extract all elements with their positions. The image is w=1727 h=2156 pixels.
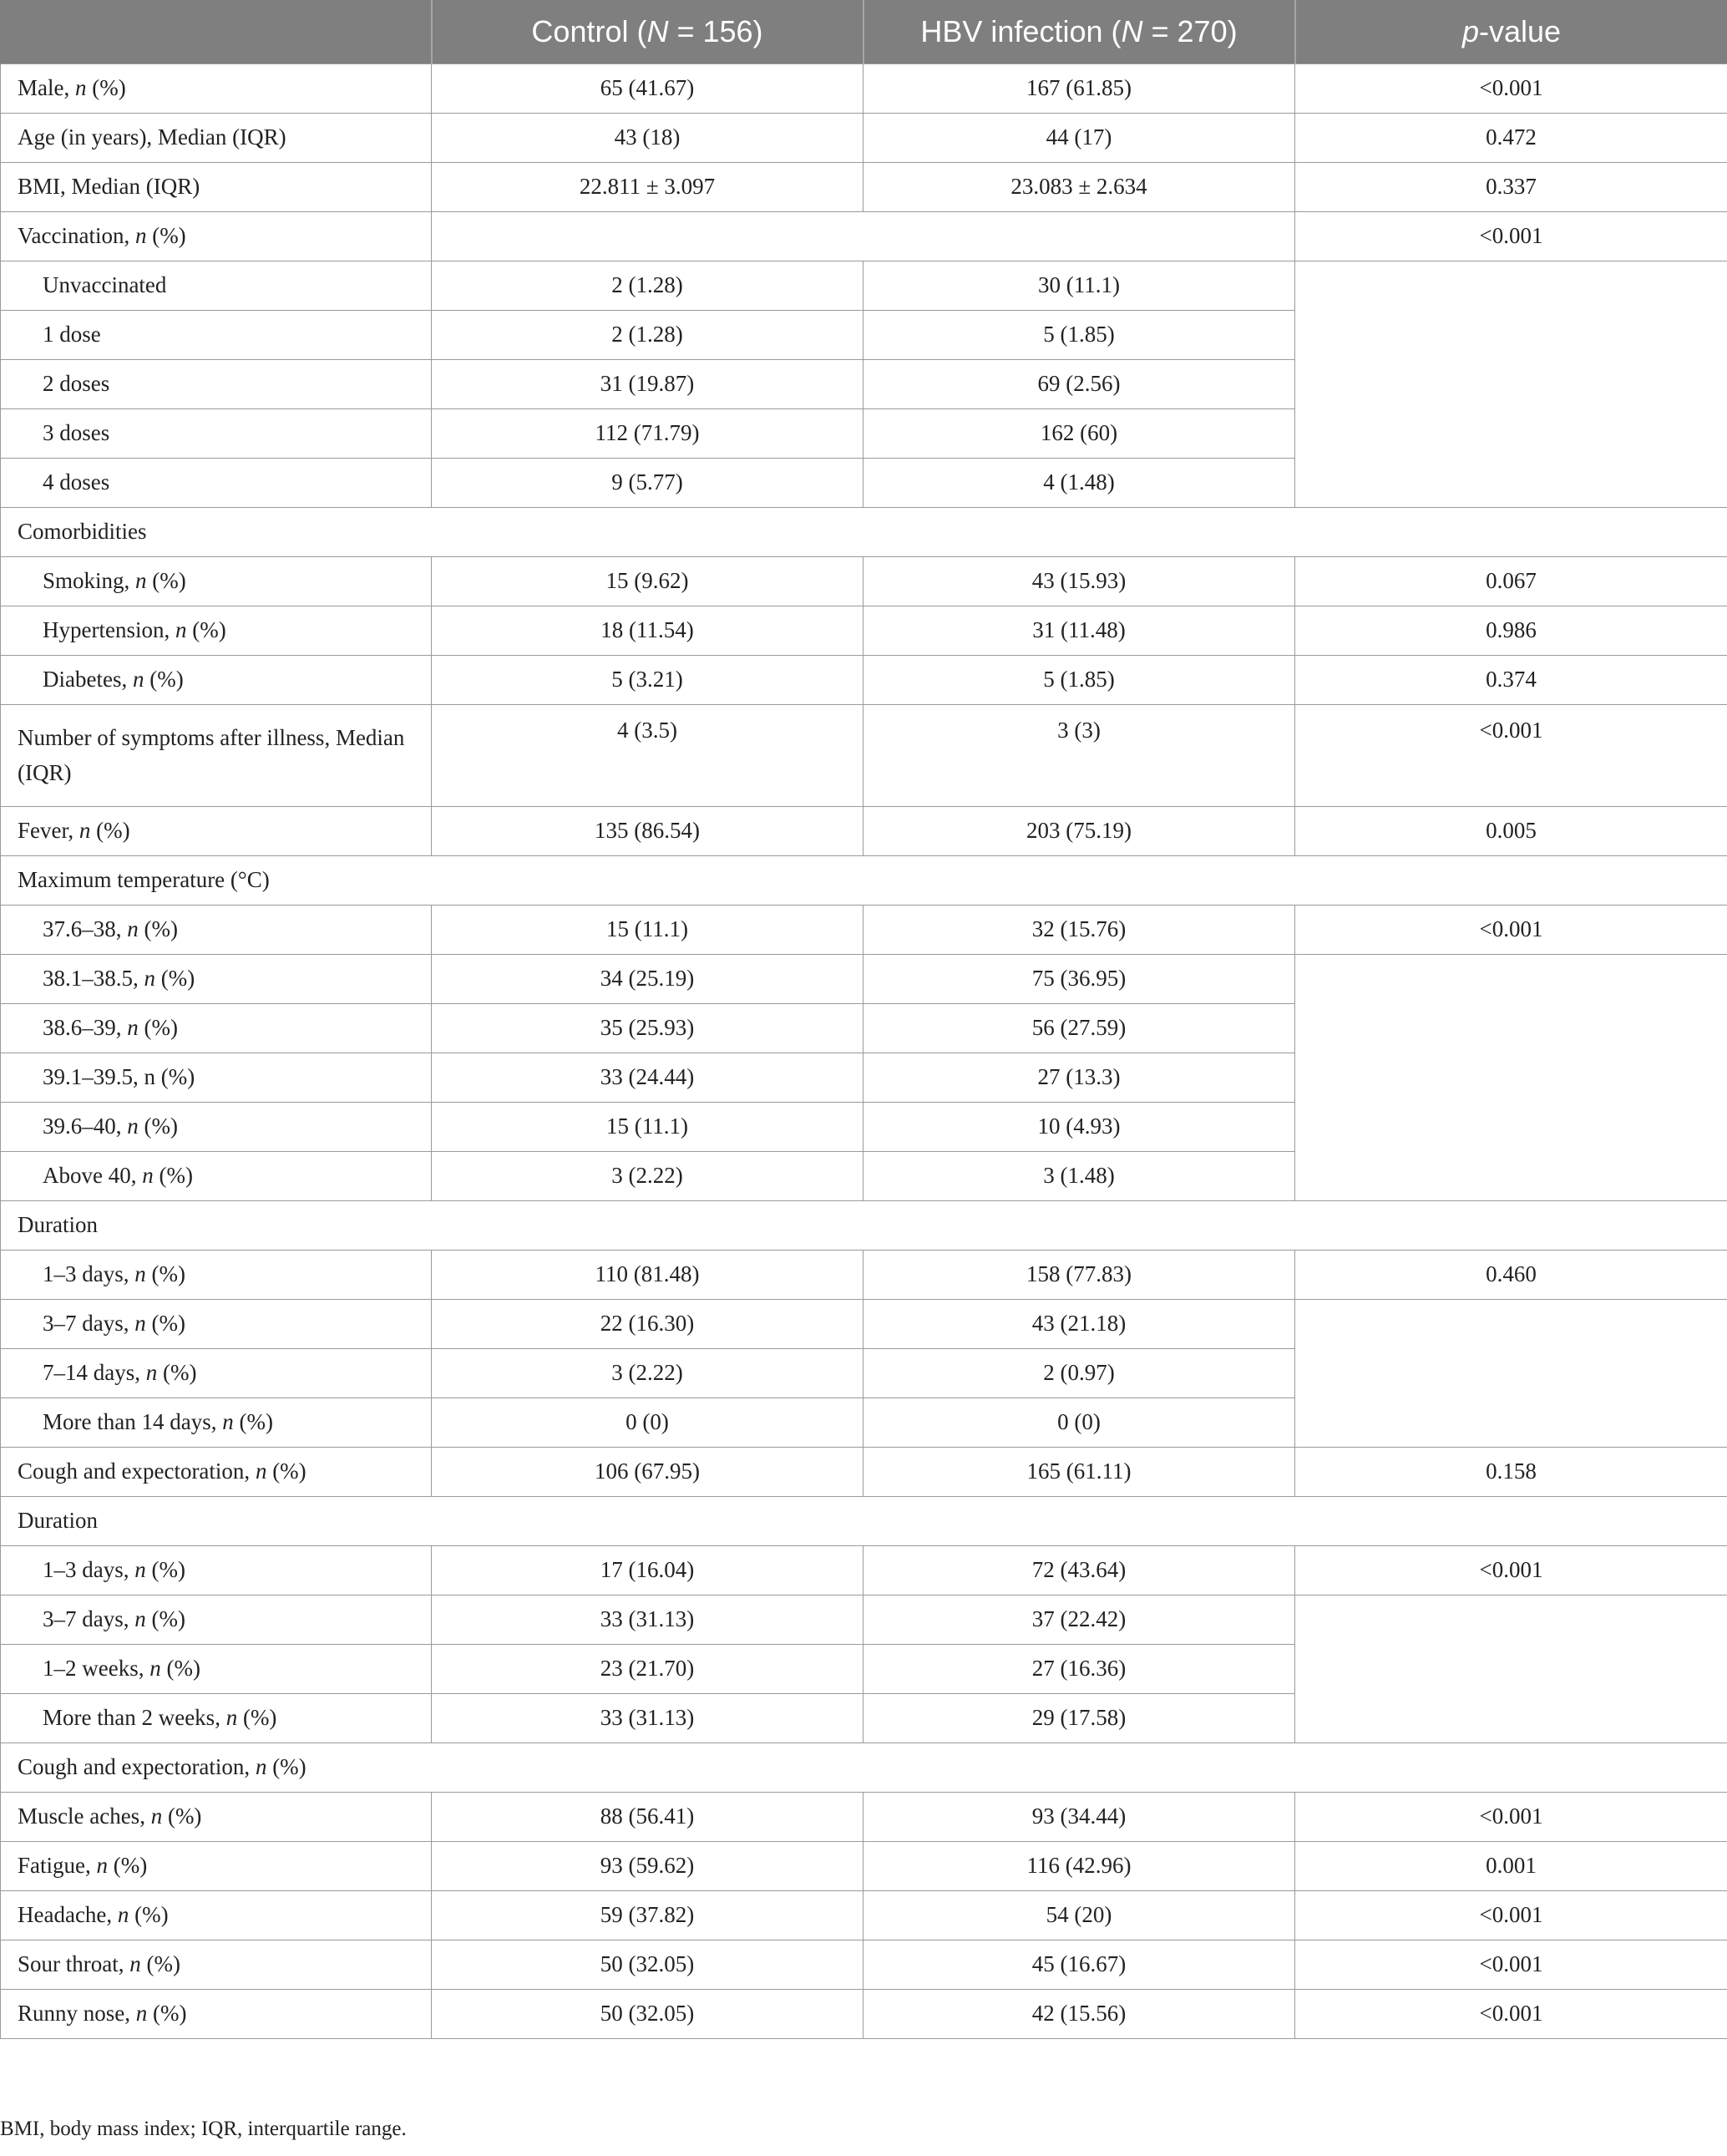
table-row xyxy=(1,906,1727,955)
table-row xyxy=(1,656,1727,705)
hbv-value: 27 (13.3) xyxy=(864,1053,1295,1103)
header-hbv-pre: HBV infection ( xyxy=(920,14,1122,48)
row-label: Male, n (%) xyxy=(1,64,432,114)
row-label: Headache, n (%) xyxy=(1,1891,432,1940)
p-value: 0.472 xyxy=(1295,114,1727,163)
hbv-value: 4 (1.48) xyxy=(864,459,1295,508)
control-value: 43 (18) xyxy=(432,114,864,163)
empty-cell xyxy=(432,212,1295,261)
control-value: 15 (9.62) xyxy=(432,557,864,606)
table-row xyxy=(1,807,1727,856)
header-control-post: = 156) xyxy=(668,14,763,48)
header-control-pre: Control ( xyxy=(531,14,647,48)
p-value: <0.001 xyxy=(1295,1793,1727,1842)
control-value: 22.811 ± 3.097 xyxy=(432,163,864,212)
p-value: <0.001 xyxy=(1295,1990,1727,2039)
table-row xyxy=(1,1300,1727,1349)
row-label: Hypertension, n (%) xyxy=(1,606,432,656)
control-value: 65 (41.67) xyxy=(432,64,864,114)
hbv-value: 93 (34.44) xyxy=(864,1793,1295,1842)
row-label: Vaccination, n (%) xyxy=(1,212,432,261)
p-value: 0.460 xyxy=(1295,1250,1727,1300)
section-row xyxy=(1,856,1727,906)
row-label: 1–3 days, n (%) xyxy=(1,1250,432,1300)
hbv-value: 162 (60) xyxy=(864,409,1295,459)
hbv-value: 42 (15.56) xyxy=(864,1990,1295,2039)
row-label: 2 doses xyxy=(1,360,432,409)
hbv-value: 203 (75.19) xyxy=(864,807,1295,856)
header-hbv-n: N xyxy=(1121,14,1143,48)
control-value: 17 (16.04) xyxy=(432,1546,864,1595)
row-label: 39.1–39.5, n (%) xyxy=(1,1053,432,1103)
p-value: 0.986 xyxy=(1295,606,1727,656)
control-value: 22 (16.30) xyxy=(432,1300,864,1349)
row-label: 1–3 days, n (%) xyxy=(1,1546,432,1595)
hbv-value: 56 (27.59) xyxy=(864,1004,1295,1053)
table-row xyxy=(1,705,1727,807)
header-row xyxy=(1,0,1727,64)
p-value: 0.337 xyxy=(1295,163,1727,212)
hbv-value: 45 (16.67) xyxy=(864,1940,1295,1990)
control-value: 23 (21.70) xyxy=(432,1645,864,1694)
control-value: 31 (19.87) xyxy=(432,360,864,409)
row-label: 1–2 weeks, n (%) xyxy=(1,1645,432,1694)
row-label: 39.6–40, n (%) xyxy=(1,1103,432,1152)
section-label: Cough and expectoration, n (%) xyxy=(1,1743,1727,1793)
row-label: Unvaccinated xyxy=(1,261,432,311)
header-control-n: N xyxy=(646,14,669,48)
section-row xyxy=(1,1743,1727,1793)
control-value: 5 (3.21) xyxy=(432,656,864,705)
row-label: Muscle aches, n (%) xyxy=(1,1793,432,1842)
hbv-value: 0 (0) xyxy=(864,1398,1295,1448)
p-value: <0.001 xyxy=(1295,1940,1727,1990)
control-value: 18 (11.54) xyxy=(432,606,864,656)
p-value-empty xyxy=(1295,955,1727,1201)
section-label: Duration xyxy=(1,1201,1727,1250)
hbv-value: 32 (15.76) xyxy=(864,906,1295,955)
control-value: 50 (32.05) xyxy=(432,1940,864,1990)
control-value: 15 (11.1) xyxy=(432,906,864,955)
hbv-value: 30 (11.1) xyxy=(864,261,1295,311)
table-row xyxy=(1,1940,1727,1990)
table-row xyxy=(1,1546,1727,1595)
row-label: 38.6–39, n (%) xyxy=(1,1004,432,1053)
row-label: 37.6–38, n (%) xyxy=(1,906,432,955)
control-value: 33 (24.44) xyxy=(432,1053,864,1103)
hbv-value: 37 (22.42) xyxy=(864,1595,1295,1645)
table-row xyxy=(1,955,1727,1004)
table-row xyxy=(1,1891,1727,1940)
header-p-italic: p xyxy=(1461,14,1479,48)
p-value: 0.158 xyxy=(1295,1448,1727,1497)
control-value: 9 (5.77) xyxy=(432,459,864,508)
table-row xyxy=(1,1990,1727,2039)
section-row xyxy=(1,1497,1727,1546)
control-value: 135 (86.54) xyxy=(432,807,864,856)
hbv-value: 44 (17) xyxy=(864,114,1295,163)
header-variable xyxy=(1,0,432,64)
table-row xyxy=(1,64,1727,114)
hbv-value: 31 (11.48) xyxy=(864,606,1295,656)
control-value: 3 (2.22) xyxy=(432,1152,864,1201)
row-label: Runny nose, n (%) xyxy=(1,1990,432,2039)
section-label: Maximum temperature (°C) xyxy=(1,856,1727,906)
hbv-value: 54 (20) xyxy=(864,1891,1295,1940)
row-label: 1 dose xyxy=(1,311,432,360)
table-row xyxy=(1,606,1727,656)
hbv-value: 10 (4.93) xyxy=(864,1103,1295,1152)
row-label: More than 2 weeks, n (%) xyxy=(1,1694,432,1743)
table-row xyxy=(1,1448,1727,1497)
header-p-value xyxy=(1295,0,1727,64)
row-label: 38.1–38.5, n (%) xyxy=(1,955,432,1004)
row-label: BMI, Median (IQR) xyxy=(1,163,432,212)
header-p-rest: -value xyxy=(1478,14,1562,48)
row-label: Smoking, n (%) xyxy=(1,557,432,606)
row-label: 3 doses xyxy=(1,409,432,459)
p-value: <0.001 xyxy=(1295,705,1727,807)
row-label: More than 14 days, n (%) xyxy=(1,1398,432,1448)
control-value: 4 (3.5) xyxy=(432,705,864,807)
row-label: Sour throat, n (%) xyxy=(1,1940,432,1990)
hbv-value: 43 (15.93) xyxy=(864,557,1295,606)
row-label: 7–14 days, n (%) xyxy=(1,1349,432,1398)
hbv-value: 3 (3) xyxy=(864,705,1295,807)
control-value: 93 (59.62) xyxy=(432,1842,864,1891)
section-label: Comorbidities xyxy=(1,508,1727,557)
p-value: 0.001 xyxy=(1295,1842,1727,1891)
control-value: 2 (1.28) xyxy=(432,261,864,311)
table-row xyxy=(1,1793,1727,1842)
row-label: Age (in years), Median (IQR) xyxy=(1,114,432,163)
table-row xyxy=(1,212,1727,261)
p-value: 0.067 xyxy=(1295,557,1727,606)
hbv-value: 43 (21.18) xyxy=(864,1300,1295,1349)
row-label: Above 40, n (%) xyxy=(1,1152,432,1201)
header-hbv xyxy=(864,0,1295,64)
hbv-value: 5 (1.85) xyxy=(864,656,1295,705)
control-value: 88 (56.41) xyxy=(432,1793,864,1842)
hbv-value: 3 (1.48) xyxy=(864,1152,1295,1201)
hbv-value: 72 (43.64) xyxy=(864,1546,1295,1595)
control-value: 106 (67.95) xyxy=(432,1448,864,1497)
row-label: Cough and expectoration, n (%) xyxy=(1,1448,432,1497)
hbv-value: 165 (61.11) xyxy=(864,1448,1295,1497)
control-value: 15 (11.1) xyxy=(432,1103,864,1152)
table-row xyxy=(1,261,1727,311)
p-value: <0.001 xyxy=(1295,64,1727,114)
header-hbv-post: = 270) xyxy=(1142,14,1238,48)
hbv-value: 116 (42.96) xyxy=(864,1842,1295,1891)
hbv-value: 158 (77.83) xyxy=(864,1250,1295,1300)
section-row xyxy=(1,508,1727,557)
hbv-value: 23.083 ± 2.634 xyxy=(864,163,1295,212)
hbv-value: 167 (61.85) xyxy=(864,64,1295,114)
row-label: 4 doses xyxy=(1,459,432,508)
table-row xyxy=(1,114,1727,163)
control-value: 0 (0) xyxy=(432,1398,864,1448)
hbv-value: 5 (1.85) xyxy=(864,311,1295,360)
table-row xyxy=(1,1842,1727,1891)
hbv-value: 75 (36.95) xyxy=(864,955,1295,1004)
row-label: 3–7 days, n (%) xyxy=(1,1300,432,1349)
row-label: Fatigue, n (%) xyxy=(1,1842,432,1891)
hbv-value: 27 (16.36) xyxy=(864,1645,1295,1694)
control-value: 2 (1.28) xyxy=(432,311,864,360)
p-value-empty xyxy=(1295,1300,1727,1448)
row-label: Diabetes, n (%) xyxy=(1,656,432,705)
control-value: 34 (25.19) xyxy=(432,955,864,1004)
table-footnote: BMI, body mass index; IQR, interquartile range. xyxy=(0,2118,407,2140)
control-value: 50 (32.05) xyxy=(432,1990,864,2039)
row-label: Number of symptoms after illness, Median (IQR) xyxy=(1,705,432,807)
hbv-value: 69 (2.56) xyxy=(864,360,1295,409)
row-label: 3–7 days, n (%) xyxy=(1,1595,432,1645)
control-value: 3 (2.22) xyxy=(432,1349,864,1398)
table-row xyxy=(1,1595,1727,1645)
control-value: 33 (31.13) xyxy=(432,1694,864,1743)
control-value: 35 (25.93) xyxy=(432,1004,864,1053)
p-value: <0.001 xyxy=(1295,212,1727,261)
p-value: 0.005 xyxy=(1295,807,1727,856)
table-row xyxy=(1,1250,1727,1300)
p-value: 0.374 xyxy=(1295,656,1727,705)
hbv-value: 29 (17.58) xyxy=(864,1694,1295,1743)
table-row xyxy=(1,557,1727,606)
control-value: 59 (37.82) xyxy=(432,1891,864,1940)
section-label: Duration xyxy=(1,1497,1727,1546)
p-value: <0.001 xyxy=(1295,1546,1727,1595)
p-value-empty xyxy=(1295,1595,1727,1743)
section-row xyxy=(1,1201,1727,1250)
table-row xyxy=(1,163,1727,212)
control-value: 110 (81.48) xyxy=(432,1250,864,1300)
p-value: <0.001 xyxy=(1295,906,1727,955)
control-value: 112 (71.79) xyxy=(432,409,864,459)
row-label: Fever, n (%) xyxy=(1,807,432,856)
header-control xyxy=(432,0,864,64)
control-value: 33 (31.13) xyxy=(432,1595,864,1645)
hbv-value: 2 (0.97) xyxy=(864,1349,1295,1398)
p-value-empty xyxy=(1295,261,1727,508)
p-value: <0.001 xyxy=(1295,1891,1727,1940)
